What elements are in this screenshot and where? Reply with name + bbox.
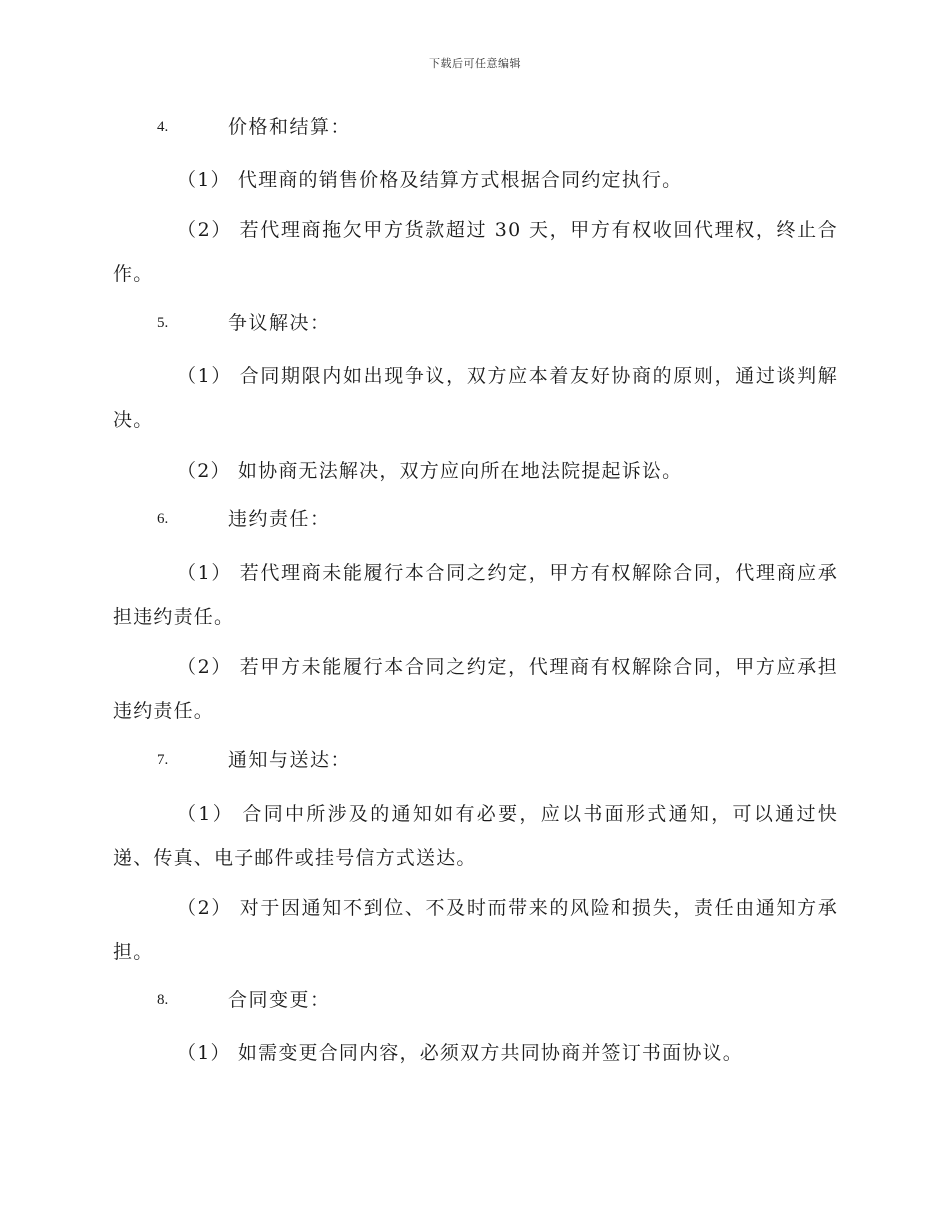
section-7-item-1: （1） 合同中所涉及的通知如有必要，应以书面形式通知，可以通过快递、传真、电子邮件或挂号信方式送达。	[113, 803, 838, 869]
section-7-number: 7.	[157, 752, 169, 768]
section-8-item-1: （1） 如需变更合同内容，必须双方共同协商并签订书面协议。	[177, 1042, 743, 1064]
section-6-number: 6.	[157, 511, 169, 527]
section-8-title: 合同变更：	[228, 989, 331, 1011]
section-4-number: 4.	[157, 119, 169, 135]
section-5-item-2: （2） 如协商无法解决，双方应向所在地法院提起诉讼。	[177, 460, 683, 482]
section-4-item-2: （2） 若代理商拖欠甲方货款超过 30 天，甲方有权收回代理权，终止合作。	[113, 219, 838, 285]
section-6-item-1: （1） 若代理商未能履行本合同之约定，甲方有权解除合同，代理商应承担违约责任。	[113, 562, 838, 628]
section-5-item-1: （1） 合同期限内如出现争议，双方应本着友好协商的原则，通过谈判解决。	[113, 365, 838, 431]
section-8-number: 8.	[157, 992, 169, 1008]
section-5-number: 5.	[157, 315, 169, 331]
section-7-item-2: （2） 对于因通知不到位、不及时而带来的风险和损失，责任由通知方承担。	[113, 897, 838, 963]
section-7-title: 通知与送达：	[228, 749, 352, 771]
section-4-item-1: （1） 代理商的销售价格及结算方式根据合同约定执行。	[177, 169, 683, 191]
section-6-item-2: （2） 若甲方未能履行本合同之约定，代理商有权解除合同，甲方应承担违约责任。	[113, 656, 838, 722]
section-4-title: 价格和结算：	[228, 116, 352, 138]
section-6-title: 违约责任：	[228, 508, 331, 530]
section-5-title: 争议解决：	[228, 312, 331, 334]
page-header: 下载后可任意编辑	[429, 57, 521, 70]
